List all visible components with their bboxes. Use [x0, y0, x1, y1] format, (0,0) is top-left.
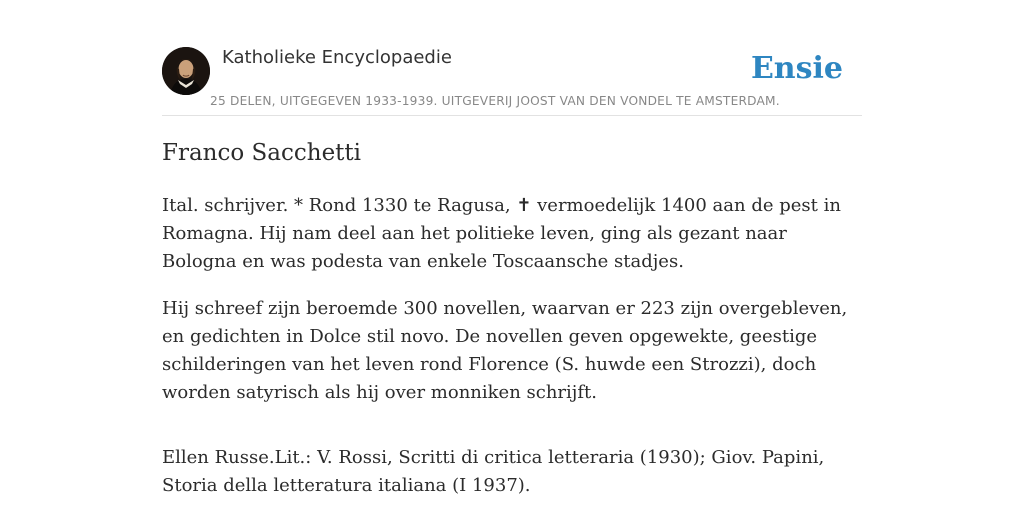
portrait-icon	[162, 47, 210, 95]
portrait-avatar[interactable]	[162, 47, 210, 95]
ensie-logo-link[interactable]: Ensie	[750, 51, 843, 86]
encyclopedia-subtitle: 25 DELEN, UITGEGEVEN 1933-1939. UITGEVERIJ JOOST VAN DEN VONDEL TE AMSTERDAM.	[210, 94, 780, 108]
article-paragraph-1: Ital. schrijver. * Rond 1330 te Ragusa, ✝ vermoedelijk 1400 aan de pest in Romagna. Hij nam deel aan het politieke leven, ging als gezant naar Bologna en was podesta van enkele Toscaansche stadjes.	[162, 195, 841, 272]
site-name[interactable]: Katholieke Encyclopaedie	[222, 47, 452, 68]
page-title: Franco Sacchetti	[162, 140, 362, 166]
article-paragraph-2: Hij schreef zijn beroemde 300 novellen, waarvan er 223 zijn overgebleven, en gedichten in Dolce stil novo. De novellen geven opgewekte, geestige schilderingen van het leven rond Florence (S. huwde een Strozzi), doch worden satyrisch als hij over monniken schrijft.	[162, 298, 848, 403]
article-body	[162, 192, 862, 519]
article-paragraph-3: Ellen Russe.Lit.: V. Rossi, Scritti di critica letteraria (1930); Giov. Papini, Storia della letteratura italiana (I 1937).	[162, 447, 825, 496]
header-divider	[162, 115, 862, 116]
